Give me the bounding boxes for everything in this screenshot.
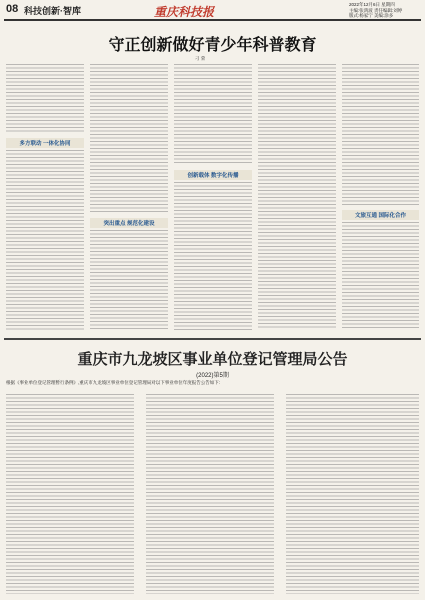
notice-column xyxy=(146,394,274,594)
article-title: 守正创新做好青少年科普教育 xyxy=(108,37,317,54)
text-column xyxy=(174,182,252,330)
subhead: 创新载体 数字化传播 xyxy=(174,170,252,180)
masthead xyxy=(4,3,421,17)
text-column xyxy=(342,222,419,330)
subhead: 突出重点 规范化建设 xyxy=(90,218,168,228)
text-column xyxy=(6,150,84,330)
subhead: 文旅互通 国际化合作 xyxy=(342,210,419,220)
text-column xyxy=(174,64,252,164)
notice-intro: 根据《事业单位登记管理暂行条例》,重庆市九龙坡区事业单位登记管理局对以下事业单位年度报告公告如下: xyxy=(6,380,220,385)
text-column xyxy=(90,230,168,330)
newspaper-name: 重庆科技报 xyxy=(154,5,215,19)
design-line: 版式:杨家宁 美编:涂多 xyxy=(349,13,394,18)
subhead: 多方联动 一体化协同 xyxy=(6,138,84,148)
text-column xyxy=(342,64,419,206)
date-block xyxy=(349,2,419,19)
notice-subtitle: (2022)第5期 xyxy=(196,373,229,379)
text-column xyxy=(90,64,168,214)
section-title: 科技创新·智库 xyxy=(24,6,81,16)
editor-line: 主编:张鸿波 责任编辑:刘婷 xyxy=(349,7,403,13)
text-column xyxy=(258,64,336,330)
date-line: 2022年12月6日 星期四 xyxy=(349,2,395,7)
notice-column xyxy=(6,394,134,594)
page-number: 08 xyxy=(6,3,19,15)
article-byline: 刁 荣 xyxy=(195,56,206,61)
notice-title: 重庆市九龙坡区事业单位登记管理局公告 xyxy=(77,351,348,368)
notice-column xyxy=(286,394,419,594)
section-divider xyxy=(4,338,421,340)
masthead-rule xyxy=(4,19,421,21)
text-column xyxy=(6,64,84,134)
